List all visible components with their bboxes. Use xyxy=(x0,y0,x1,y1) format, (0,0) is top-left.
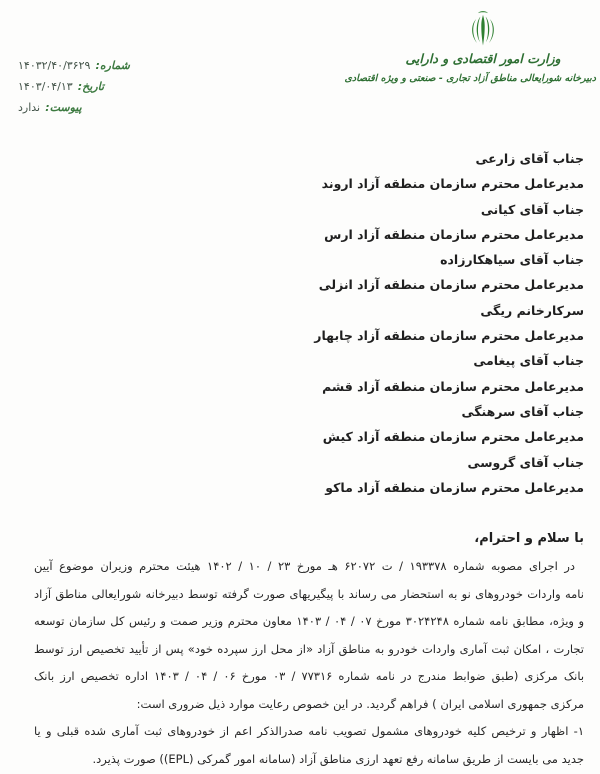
body-line: ۱- اظهار و ترخیص کلیه خودروهای مشمول تصویب نامه صدرالذکر اعم از خودروهای ثبت آماری شده قبلی و یا xyxy=(34,724,584,738)
body-line: تجارت ، امکان ثبت آماری واردات خودرو به مناطق آزاد «از محل ارز سپرده خود» پس از تأیید تخصیص ارز توسط xyxy=(34,641,584,656)
ministry-name: وزارت امور اقتصادی و دارایی xyxy=(405,51,561,66)
body-line: و ویژه، مطابق نامه شماره ۳۰۲۴۲۴۸ مورخ ۰۷ / ۰۴ / ۱۴۰۳ معاون محترم وزیر صمت و رئیس کل سازمان توسعه xyxy=(34,614,585,628)
recipient-name: جناب آقای سیاهکارزاده xyxy=(440,252,584,268)
salutation: با سلام و احترام، xyxy=(474,531,584,546)
secretariat-name: دبیرخانه شورایعالی مناطق آزاد تجاری - صنعتی و ویژه اقتصادی xyxy=(344,73,596,84)
letter-attachment-value: ندارد xyxy=(18,101,41,114)
body-line: جدید می بایست از طریق سامانه رفع تعهد ارزی مناطق آزاد (سامانه امور گمرکی (EPL)) صورت پذیرد. xyxy=(92,751,584,766)
letter-number-row xyxy=(14,53,142,74)
recipient-name: جناب آقای گروسی xyxy=(467,454,584,470)
recipient-title: مدیرعامل محترم سازمان منطقه آزاد انزلی xyxy=(318,277,584,293)
letter-date-row xyxy=(14,74,142,95)
body-line: بانک مرکزی (طبق ضوابط مندرج در نامه شماره ۷۷۳۱۶ / ۰۳ مورخ ۰۶ / ۰۴ / ۱۴۰۳ اداره تخصیص ارز بانک xyxy=(34,669,585,683)
recipient-name: جناب آقای کیانی xyxy=(480,201,584,217)
letter-attachment-label: پیوست: xyxy=(45,101,82,114)
recipients-list xyxy=(40,146,584,500)
letter-number-value: ۱۴۰۳۲/۴۰/۳۶۲۹ xyxy=(18,59,91,72)
body-line: در اجرای مصوبه شماره ۱۹۳۳۷۸ / ت ۶۲۰۷۲ هـ مورخ ۲۳ / ۱۰ / ۱۴۰۲ هیئت محترم وزیران موضوع آیین xyxy=(34,559,576,573)
recipient-title: مدیرعامل محترم سازمان منطقه آزاد چابهار xyxy=(314,328,584,344)
letter-body xyxy=(34,553,584,773)
recipient-title: مدیرعامل محترم سازمان منطقه آزاد قشم xyxy=(322,378,584,394)
recipient-name: جناب آقای زارعی xyxy=(475,151,584,166)
recipient-title: مدیرعامل محترم سازمان منطقه آزاد ارس xyxy=(324,226,584,242)
recipient-title: مدیرعامل محترم سازمان منطقه آزاد ماکو xyxy=(325,479,584,495)
letter-number-label: شماره: xyxy=(95,59,130,72)
letter-attachment-row xyxy=(14,95,142,116)
recipient-name: جناب آقای پیغامی xyxy=(473,353,584,369)
letter-date-value: ۱۴۰۳/۰۴/۱۳ xyxy=(18,80,73,93)
recipient-title: مدیرعامل محترم سازمان منطقه آزاد اروند xyxy=(321,176,584,192)
letter-meta xyxy=(14,53,142,116)
recipient-name: جناب آقای سرهنگی xyxy=(461,403,584,419)
letter-date-label: تاریخ: xyxy=(77,80,105,93)
recipient-name: سرکارخانم ریگی xyxy=(480,302,584,318)
body-line: مرکزی جمهوری اسلامی ایران ) فراهم گردید. در این خصوص رعایت موارد ذیل ضروری است: xyxy=(136,696,584,711)
iran-national-emblem-icon xyxy=(466,8,500,49)
body-line: نامه واردات خودروهای نو به استحضار می رساند با پیگیریهای صورت گرفته توسط دبیرخانه شورایعالی مناطق آزاد xyxy=(34,586,584,601)
letterhead xyxy=(344,8,596,84)
recipient-title: مدیرعامل محترم سازمان منطقه آزاد کیش xyxy=(322,429,584,445)
